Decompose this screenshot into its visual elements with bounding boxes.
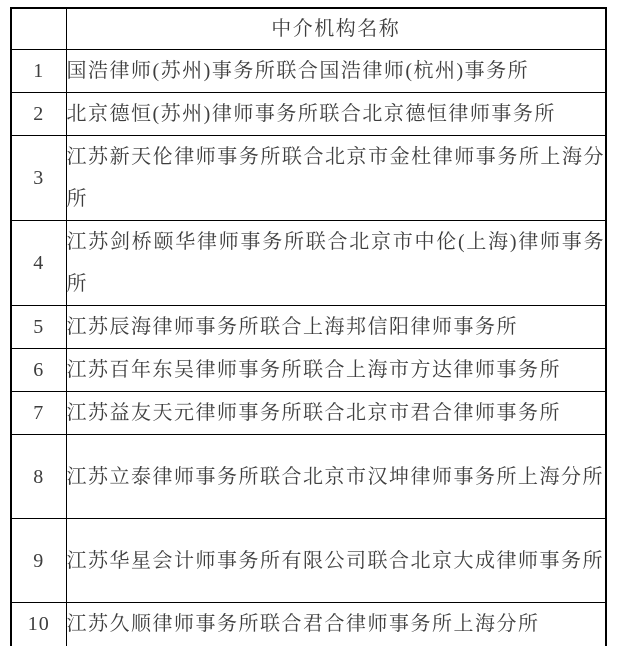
org-name-cell: 北京德恒(苏州)律师事务所联合北京德恒律师事务所 xyxy=(66,93,606,136)
row-index-cell: 4 xyxy=(11,221,66,306)
org-name-cell: 江苏新天伦律师事务所联合北京市金杜律师事务所上海分所 xyxy=(66,136,606,221)
org-name-cell: 国浩律师(苏州)事务所联合国浩律师(杭州)事务所 xyxy=(66,50,606,93)
table-row xyxy=(11,221,606,306)
table-row xyxy=(11,392,606,435)
org-name-cell: 江苏久顺律师事务所联合君合律师事务所上海分所 xyxy=(66,603,606,646)
name-header-cell: 中介机构名称 xyxy=(66,8,606,50)
table-row xyxy=(11,349,606,392)
row-index-cell: 7 xyxy=(11,392,66,435)
row-index-cell: 1 xyxy=(11,50,66,93)
table-row xyxy=(11,136,606,221)
table-row xyxy=(11,306,606,349)
row-index-cell: 3 xyxy=(11,136,66,221)
table-row xyxy=(11,519,606,603)
org-name-cell: 江苏百年东吴律师事务所联合上海市方达律师事务所 xyxy=(66,349,606,392)
table-row xyxy=(11,93,606,136)
intermediary-table xyxy=(10,7,607,646)
org-name-cell: 江苏益友天元律师事务所联合北京市君合律师事务所 xyxy=(66,392,606,435)
org-name-cell: 江苏立泰律师事务所联合北京市汉坤律师事务所上海分所 xyxy=(66,435,606,519)
row-index-cell: 10 xyxy=(11,603,66,646)
org-name-cell: 江苏剑桥颐华律师事务所联合北京市中伦(上海)律师事务所 xyxy=(66,221,606,306)
index-header-cell xyxy=(11,8,66,50)
row-index-cell: 5 xyxy=(11,306,66,349)
table-row xyxy=(11,603,606,646)
org-name-cell: 江苏华星会计师事务所有限公司联合北京大成律师事务所 xyxy=(66,519,606,603)
table-header-row xyxy=(11,8,606,50)
org-name-cell: 江苏辰海律师事务所联合上海邦信阳律师事务所 xyxy=(66,306,606,349)
row-index-cell: 6 xyxy=(11,349,66,392)
row-index-cell: 8 xyxy=(11,435,66,519)
table-row xyxy=(11,50,606,93)
table-row xyxy=(11,435,606,519)
row-index-cell: 9 xyxy=(11,519,66,603)
row-index-cell: 2 xyxy=(11,93,66,136)
